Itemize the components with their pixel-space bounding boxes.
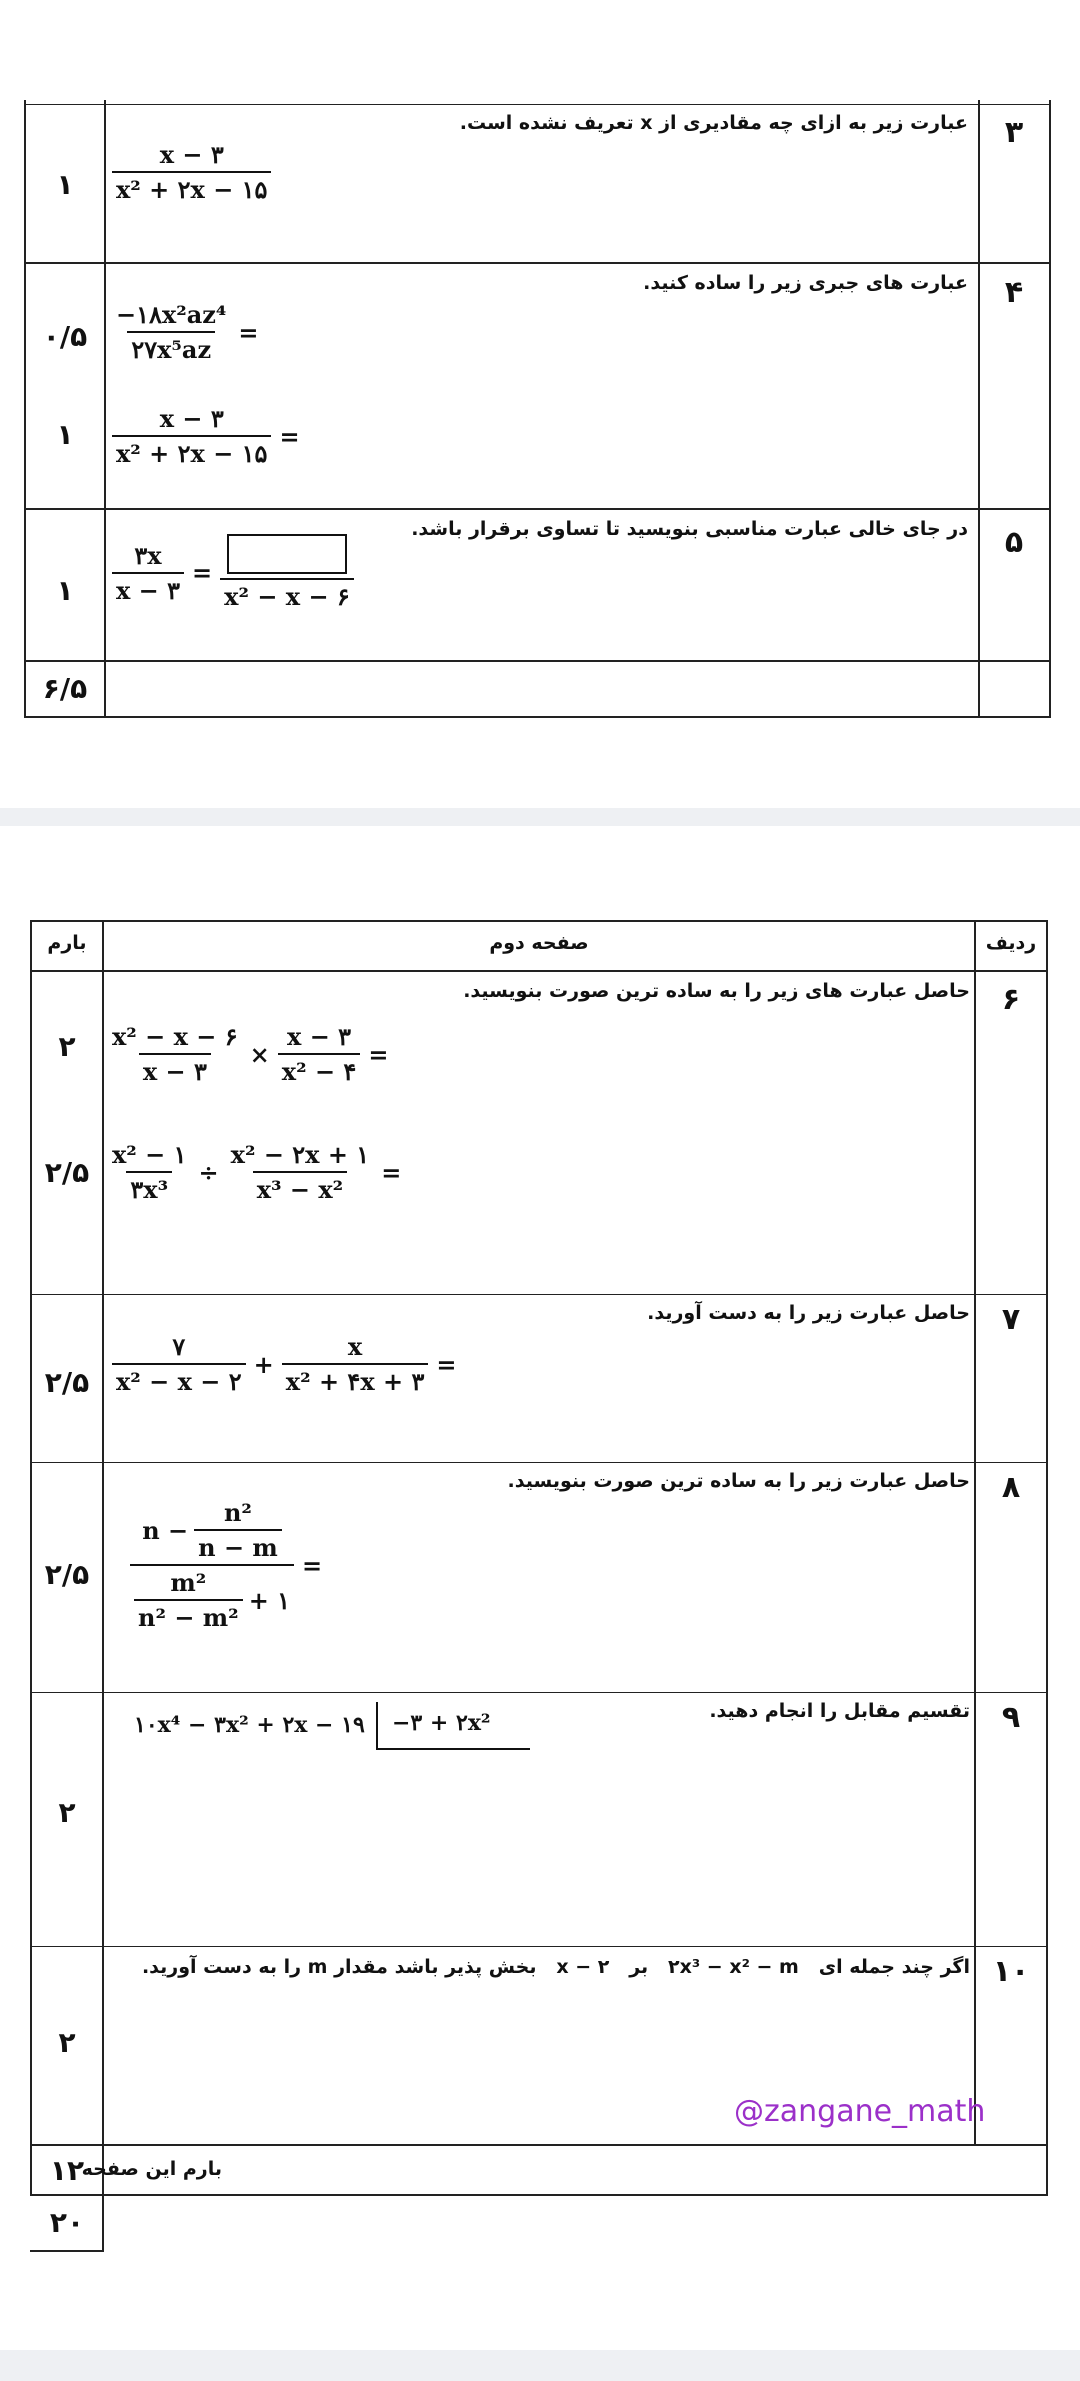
- watermark: @zangane_math: [734, 2094, 986, 2129]
- question-text: حاصل عبارت های زیر را به ساده ترین صورت بنویسید.: [463, 980, 970, 1002]
- complex-fraction: n − $\frac{\text{n²}}{n - m}$ $\frac{\text{m²}}{\text{n² − m²}}$ + ۱ =: [130, 1498, 322, 1632]
- row-number: ۳: [1004, 115, 1024, 150]
- fraction-expression: $\frac{\text{x² − ۱}}{\text{۳x³}}$ ÷ $\frac{\text{x² − ۲x + ۱}}{\text{x³ − x²}}$ =: [112, 1140, 402, 1204]
- question-text: تقسیم مقابل را انجام دهید.: [709, 1700, 970, 1722]
- fraction-expression: $\frac{۳x}{x - ۳}$ = x² − x − ۶: [112, 534, 354, 611]
- page-score: ۱۲: [49, 2154, 85, 2187]
- question-text: در جای خالی عبارت مناسبی بنویسید تا تساوی برقرار باشد.: [411, 518, 968, 540]
- blank-answer-box[interactable]: [227, 534, 347, 574]
- page-score-label: بارم این صفحه: [81, 2158, 222, 2180]
- fraction-expression: $\frac{\text{x² − x − ۶}}{x - ۳}$ × $\frac{x - ۳}{\text{x² − ۴}}$ =: [112, 1022, 389, 1086]
- row-number: ۶: [1001, 982, 1021, 1017]
- exam-page-top: [0, 0, 1080, 780]
- dividend: ۱۰x⁴ − ۳x² + ۲x − ۱۹: [134, 1712, 365, 1738]
- header-score: بارم: [47, 932, 87, 954]
- page-separator: [0, 2350, 1080, 2381]
- question-text: حاصل عبارت زیر را به دست آورید.: [647, 1302, 970, 1324]
- row-number: ۴: [1004, 275, 1024, 310]
- score: ۱: [56, 418, 74, 451]
- row-number: ۷: [1001, 1302, 1021, 1337]
- score: ۲: [58, 1796, 76, 1829]
- score: ۱: [56, 574, 74, 607]
- row-number: ۸: [1001, 1470, 1021, 1505]
- score: ۰/۵: [42, 320, 88, 353]
- grand-total: ۲۰: [49, 2206, 85, 2239]
- question-text: حاصل عبارت زیر را به ساده ترین صورت بنویسید.: [507, 1470, 970, 1492]
- score: ۲: [58, 1030, 76, 1063]
- exam-page-bottom: [0, 826, 1080, 2346]
- score: ۲/۵: [44, 1558, 90, 1591]
- row-number: ۱۰: [992, 1954, 1030, 1989]
- row-number: ۵: [1004, 525, 1024, 560]
- row-number: ۹: [1001, 1700, 1021, 1735]
- score: ۲/۵: [44, 1366, 90, 1399]
- score: ۲/۵: [44, 1156, 90, 1189]
- fraction-expression: $\frac{x - ۳}{\text{x² + ۲x − ۱۵}}$: [112, 140, 271, 204]
- score: ۲: [58, 2026, 76, 2059]
- fraction-expression: $\frac{۷}{\text{x² − x − ۲}}$ + $\frac{x}{\text{x² + ۴x + ۳}}$ =: [112, 1332, 456, 1396]
- fraction-expression: $\frac{\text{−۱۸x²az⁴}}{\text{۲۷x⁵az}}$ =: [116, 300, 259, 364]
- score: ۱: [56, 168, 74, 201]
- question-text: اگر چند جمله ای ۲x³ − x² − m بر x − ۲ بخش پذیر باشد مقدار m را به دست آورید.: [141, 1956, 970, 1978]
- question-text: عبارت های جبری زیر را ساده کنید.: [643, 272, 968, 294]
- fraction-expression: $\frac{x - ۳}{\text{x² + ۲x − ۱۵}}$ =: [112, 404, 300, 468]
- header-row: ردیف: [985, 932, 1037, 954]
- header-title: صفحه دوم: [489, 932, 589, 954]
- question-text: عبارت زیر به ازای چه مقادیری از x تعریف نشده است.: [459, 112, 968, 134]
- divisor: −۳ + ۲x²: [392, 1710, 491, 1736]
- page-separator: [0, 808, 1080, 826]
- section-total: ۶/۵: [42, 672, 88, 705]
